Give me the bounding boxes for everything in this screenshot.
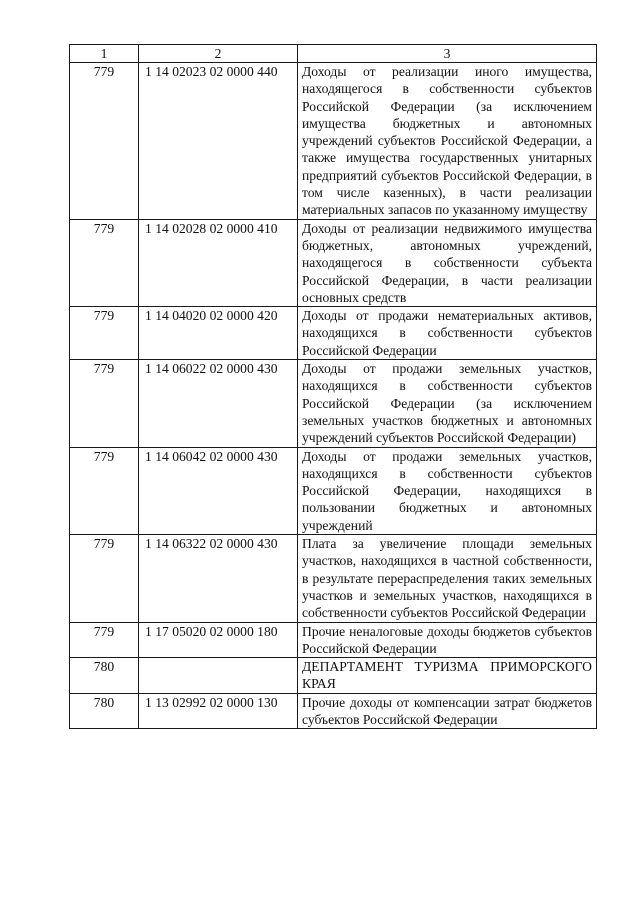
revenue-codes-table [69, 44, 597, 729]
admin-code-cell: 779 [70, 535, 139, 622]
table-row [70, 447, 597, 534]
header-col-3: 3 [298, 45, 597, 63]
budget-code-cell: 1 17 05020 02 0000 180 [139, 622, 298, 658]
header-col-1: 1 [70, 45, 139, 63]
revenue-name-cell: Плата за увеличение площади земельных участков, находящихся в частной собственности, в результате перераспределения таких земельных участков и земельных участков, находящихся в собственности субъектов Российской Федерации [298, 535, 597, 622]
table-row [70, 63, 597, 220]
revenue-name-cell: Доходы от продажи нематериальных активов, находящихся в собственности субъектов Российской Федерации [298, 307, 597, 360]
revenue-name-cell: Доходы от продажи земельных участков, находящихся в собственности субъектов Российской Федерации, находящихся в пользовании бюджетных и автономных учреждений [298, 447, 597, 534]
budget-code-cell: 1 13 02992 02 0000 130 [139, 693, 298, 729]
admin-code-cell: 780 [70, 693, 139, 729]
budget-code-cell: 1 14 06042 02 0000 430 [139, 447, 298, 534]
budget-code-cell: 1 14 02023 02 0000 440 [139, 63, 298, 220]
table-row [70, 693, 597, 729]
budget-code-cell: 1 14 04020 02 0000 420 [139, 307, 298, 360]
revenue-name-cell: Прочие доходы от компенсации затрат бюджетов субъектов Российской Федерации [298, 693, 597, 729]
table-row [70, 307, 597, 360]
admin-code-cell: 780 [70, 658, 139, 694]
table-row [70, 535, 597, 622]
table-row [70, 219, 597, 306]
revenue-name-cell: Доходы от реализации недвижимого имущества бюджетных, автономных учреждений, находящегося в собственности субъекта Российской Федерации, в части реализации основных средств [298, 219, 597, 306]
table-row [70, 622, 597, 658]
budget-code-cell: 1 14 06022 02 0000 430 [139, 360, 298, 447]
table-header-row [70, 45, 597, 63]
department-heading-cell: ДЕПАРТАМЕНТ ТУРИЗМА ПРИМОРСКОГО КРАЯ [298, 658, 597, 694]
admin-code-cell: 779 [70, 307, 139, 360]
admin-code-cell: 779 [70, 63, 139, 220]
admin-code-cell: 779 [70, 360, 139, 447]
budget-code-cell: 1 14 02028 02 0000 410 [139, 219, 298, 306]
table-row [70, 658, 597, 694]
admin-code-cell: 779 [70, 622, 139, 658]
revenue-name-cell: Доходы от реализации иного имущества, находящегося в собственности субъектов Российской Федерации (за исключением имущества бюджетных и автономных учреждений субъектов Российской Федерации, а также имущества государственных унитарных предприятий субъектов Российской Федерации, в том числе казенных), в части реализации материальных запасов по указанному имуществу [298, 63, 597, 220]
admin-code-cell: 779 [70, 447, 139, 534]
revenue-name-cell: Доходы от продажи земельных участков, находящихся в собственности субъектов Российской Федерации (за исключением земельных участков бюджетных и автономных учреждений субъектов Российской Федерации) [298, 360, 597, 447]
table-row [70, 360, 597, 447]
budget-code-cell: 1 14 06322 02 0000 430 [139, 535, 298, 622]
header-col-2: 2 [139, 45, 298, 63]
admin-code-cell: 779 [70, 219, 139, 306]
budget-code-cell [139, 658, 298, 694]
revenue-name-cell: Прочие неналоговые доходы бюджетов субъектов Российской Федерации [298, 622, 597, 658]
